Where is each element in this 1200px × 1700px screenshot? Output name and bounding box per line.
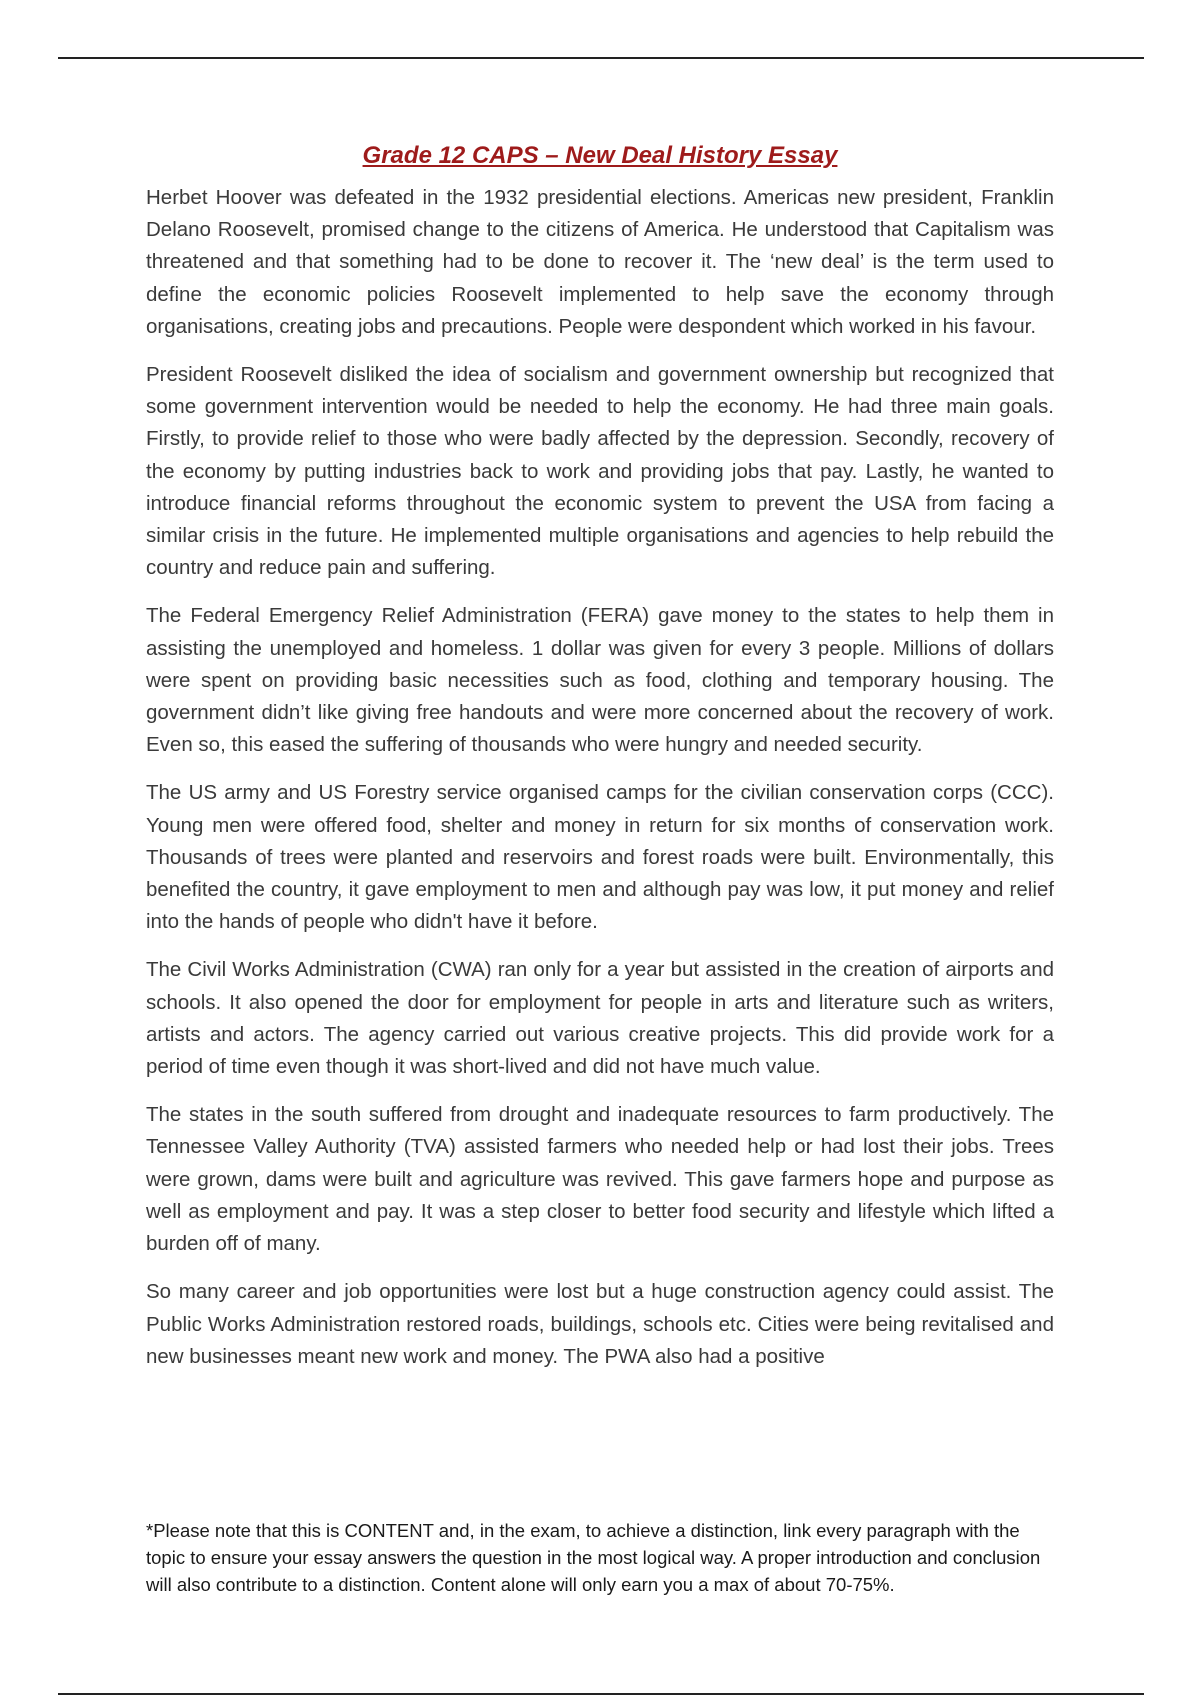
paragraph-cwa: The Civil Works Administration (CWA) ran only for a year but assisted in the creation of airports and schools. It also opened the door for employment for people in arts and literature such as writers, artists and actors. The agency carried out various creative projects. This did provide work for a period of time even though it was short-lived and did not have much value. (146, 958, 1054, 1079)
footer-rule (58, 1693, 1144, 1695)
exam-note: *Please note that this is CONTENT and, in the exam, to achieve a distinction, link every paragraph with the topic to ensure your essay answers the question in the most logical way. A proper introduction and conclusion will also contribute to a distinction. Content alone will only earn you a max of about 70-75%. (146, 1520, 1041, 1595)
essay-page (146, 140, 1054, 1373)
paragraph-tva: The states in the south suffered from drought and inadequate resources to farm productively. The Tennessee Valley Authority (TVA) assisted farmers who needed help or had lost their jobs. Trees were grown, dams were built and agriculture was revived. This gave farmers hope and purpose as well as employment and pay. It was a step closer to better food security and lifestyle which lifted a burden off of many. (146, 1103, 1054, 1256)
paragraph-ccc: The US army and US Forestry service organised camps for the civilian conservation corps (CCC). Young men were offered food, shelter and money in return for six months of conservation work. Thousands of trees were planted and reservoirs and forest roads were built. Environmentally, this benefited the country, it gave employment to men and although pay was low, it put money and relief into the hands of people who didn't have it before. (146, 781, 1054, 934)
header-rule (58, 57, 1144, 59)
paragraph-fera: The Federal Emergency Relief Administration (FERA) gave money to the states to help them in assisting the unemployed and homeless. 1 dollar was given for every 3 people. Millions of dollars were spent on providing basic necessities such as food, clothing and temporary housing. The government didn’t like giving free handouts and were more concerned about the recovery of work. Even so, this eased the suffering of thousands who were hungry and needed security. (146, 604, 1054, 757)
essay-title: Grade 12 CAPS – New Deal History Essay (362, 142, 838, 169)
paragraph-pwa: So many career and job opportunities were lost but a huge construction agency could assist. The Public Works Administration restored roads, buildings, schools etc. Cities were being revitalised and new businesses meant new work and money. The PWA also had a positive (146, 1280, 1054, 1368)
paragraph-roosevelt-goals: President Roosevelt disliked the idea of socialism and government ownership but recognized that some government intervention would be needed to help the economy. He had three main goals. Firstly, to provide relief to those who were badly affected by the depression. Secondly, recovery of the economy by putting industries back to work and providing jobs that pay. Lastly, he wanted to introduce financial reforms throughout the economic system to prevent the USA from facing a similar crisis in the future. He implemented multiple organisations and agencies to help rebuild the country and reduce pain and suffering. (146, 363, 1054, 580)
paragraph-introduction: Herbet Hoover was defeated in the 1932 presidential elections. Americas new president, Franklin Delano Roosevelt, promised change to the citizens of America. He understood that Capitalism was threatened and that something had to be done to recover it. The ‘new deal’ is the term used to define the economic policies Roosevelt implemented to help save the economy through organisations, creating jobs and precautions. People were despondent which worked in his favour. (146, 186, 1054, 338)
